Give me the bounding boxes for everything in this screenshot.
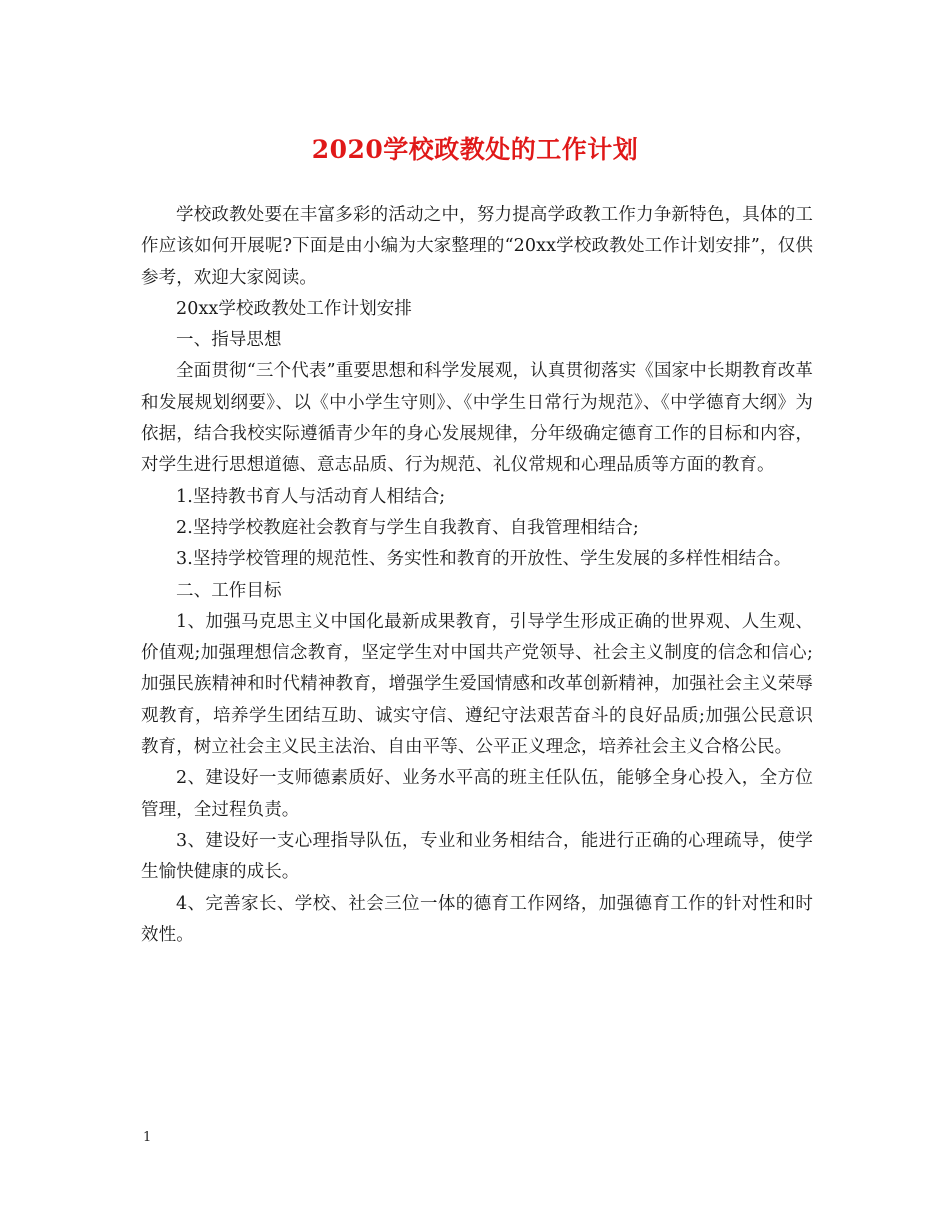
list-item-principle-2: 2.坚持学校教庭社会教育与学生自我教育、自我管理相结合; <box>176 517 639 538</box>
document-title: 2020学校政教处的工作计划 <box>311 135 639 164</box>
list-item-principle-1: 1.坚持教书育人与活动育人相结合; <box>176 486 446 507</box>
list-item-goal-3: 3、建设好一支心理指导队伍，专业和业务相结合，能进行正确的心理疏导，使学生愉快健康的成长。 <box>141 830 813 883</box>
paragraph-subtitle: 20xx学校政教处工作计划安排 <box>176 298 413 319</box>
list-item-goal-4: 4、完善家长、学校、社会三位一体的德育工作网络，加强德育工作的针对性和时效性。 <box>141 893 813 945</box>
list-item-goal-2: 2、建设好一支师德素质好、业务水平高的班主任队伍，能够全身心投入，全方位管理，全过程负责。 <box>141 768 813 820</box>
paragraph-guiding-thought: 全面贯彻“三个代表”重要思想和科学发展观，认真贯彻落实《国家中长期教育改革和发展规划纲要》、以《中小学生守则》、《中学生日常行为规范》、《中学德育大纲》为依据，结合我校实际遵循青少年的身心发展规律，分年级确定德育工作的目标和内容，对学生进行思想道德、意志品质、行为规范、礼仪常规和心理品质等方面的教育。 <box>141 361 813 476</box>
paragraph-intro: 学校政教处要在丰富多彩的活动之中，努力提高学政教工作力争新特色，具体的工作应该如何开展呢?下面是由小编为大家整理的“20xx学校政教处工作计划安排”，仅供参考，欢迎大家阅读。 <box>141 205 813 288</box>
section-heading-work-goals: 二、工作目标 <box>176 580 282 601</box>
document-body <box>141 200 813 951</box>
list-item-principle-3: 3.坚持学校管理的规范性、务实性和教育的开放性、学生发展的多样性相结合。 <box>176 549 792 570</box>
section-heading-guiding-thought: 一、指导思想 <box>176 330 282 351</box>
list-item-goal-1: 1、加强马克思主义中国化最新成果教育，引导学生形成正确的世界观、人生观、价值观;加强理想信念教育，坚定学生对中国共产党领导、社会主义制度的信念和信心;加强民族精神和时代精神教育，增强学生爱国情感和改革创新精神，加强社会主义荣辱观教育，培养学生团结互助、诚实守信、遵纪守法艰苦奋斗的良好品质;加强公民意识教育，树立社会主义民主法治、自由平等、公平正义理念，培养社会主义合格公民。 <box>141 611 813 758</box>
page-number: 1 <box>143 1130 152 1145</box>
